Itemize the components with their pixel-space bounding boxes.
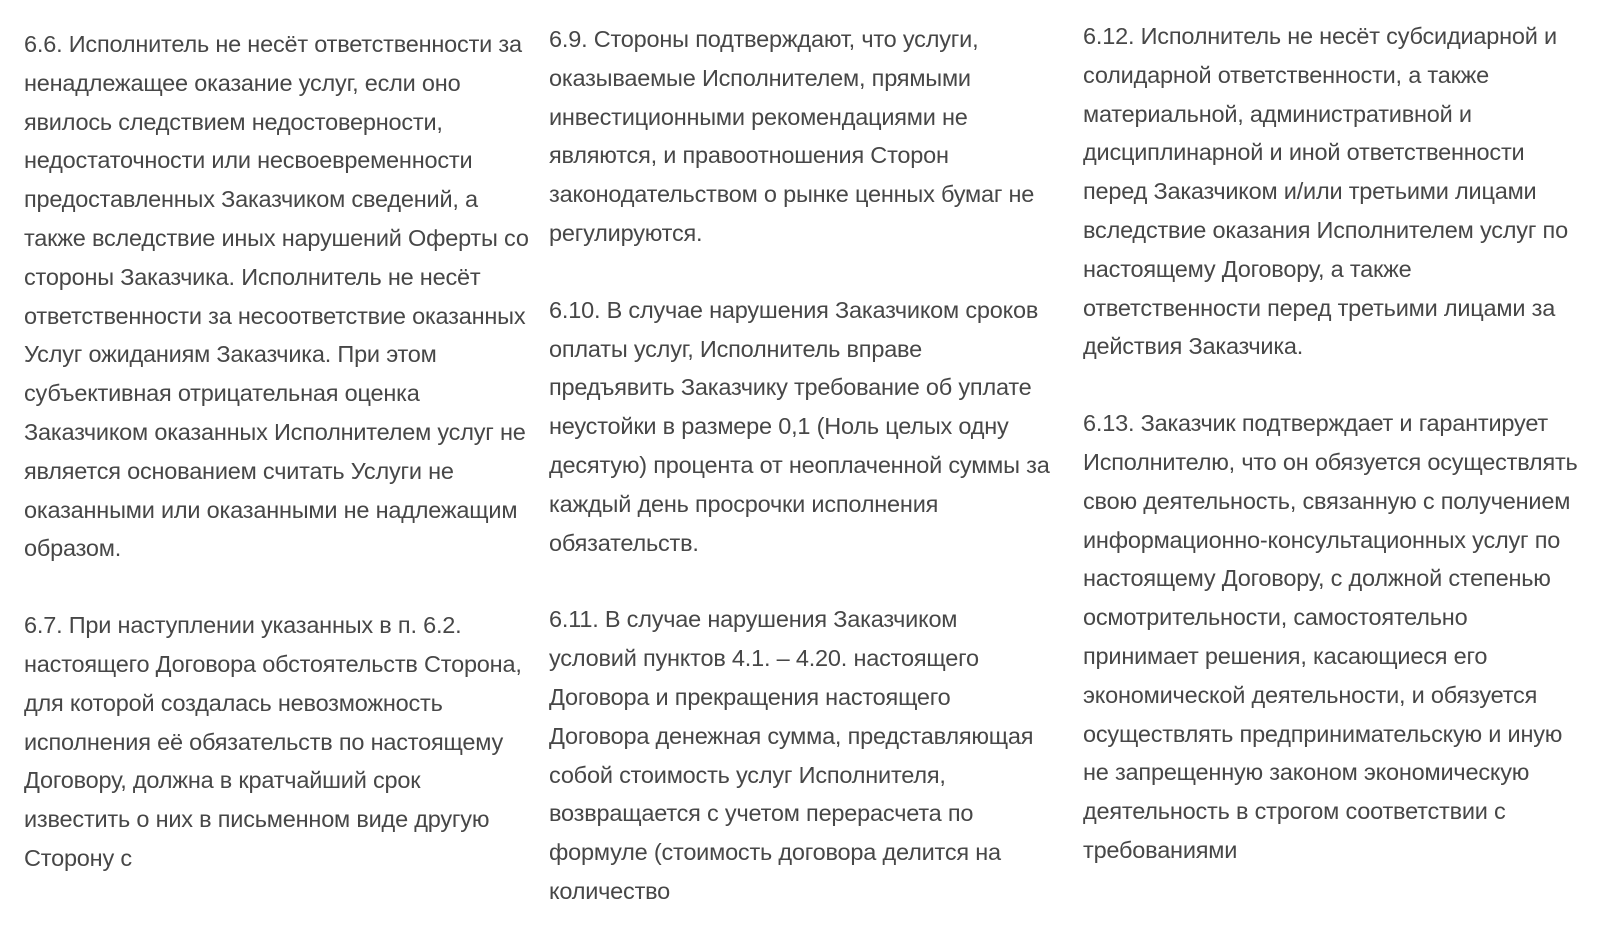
clause-6-11: 6.11. В случае нарушения Заказчиком условий пунктов 4.1. – 4.20. настоящего Договора и прекращения настоящего Договора денежная сумма, представляющая собой стоимость услуг Исполнителя, возвращается с учетом перерасчета по формуле (стоимость договора делится на количество <box>549 606 1034 904</box>
clause-6-7: 6.7. При наступлении указанных в п. 6.2. настоящего Договора обстоятельств Сторона, для которой создалась невозможность исполнения её обязательств по настоящему Договору, должна в кратчайший срок известить о них в письменном виде другую Сторону с <box>24 612 522 871</box>
document-column-2 <box>549 20 1051 949</box>
clause-6-10: 6.10. В случае нарушения Заказчиком сроков оплаты услуг, Исполнитель вправе предъявить Заказчику требование об уплате неустойки в размере 0,1 (Ноль целых одну десятую) процента от неоплаченной суммы за каждый день просрочки исполнения обязательств. <box>549 296 1050 556</box>
clause-6-9: 6.9. Стороны подтверждают, что услуги, оказываемые Исполнителем, прямыми инвестиционными рекомендациями не являются, и правоотношения Сторон законодательством о рынке ценных бумаг не регулируются. <box>549 26 1035 246</box>
document-column-1 <box>24 25 530 916</box>
clause-6-13: 6.13. Заказчик подтверждает и гарантирует Исполнителю, что он обязуется осуществлять свою деятельность, связанную с получением информационно-консультационных услуг по настоящему Договору, с должной степенью осмотрительности, самостоятельно принимает решения, касающиеся его экономической деятельности, и обязуется осуществлять предпринимательскую и иную не запрещенную законом экономическую деятельность в строгом соответствии с требованиями <box>1083 410 1578 863</box>
clause-6-12: 6.12. Исполнитель не несёт субсидиарной и солидарной ответственности, а также материальной, административной и дисциплинарной и иной ответственности перед Заказчиком и/или третьими лицами вследствие оказания Исполнителем услуг по настоящему Договору, а также ответственности перед третьими лицами за действия Заказчика. <box>1083 23 1568 360</box>
document-column-3 <box>1083 17 1583 908</box>
clause-6-6: 6.6. Исполнитель не несёт ответственности за ненадлежащее оказание услуг, если оно явилось следствием недостоверности, недостаточности или несвоевременности предоставленных Заказчиком сведений, а также вследствие иных нарушений Оферты со стороны Заказчика. Исполнитель не несёт ответственности за несоответствие оказанных Услуг ожиданиям Заказчика. При этом субъективная отрицательная оценка Заказчиком оказанных Исполнителем услуг не является основанием считать Услуги не оказанными или оказанными не надлежащим образом. <box>24 31 529 562</box>
